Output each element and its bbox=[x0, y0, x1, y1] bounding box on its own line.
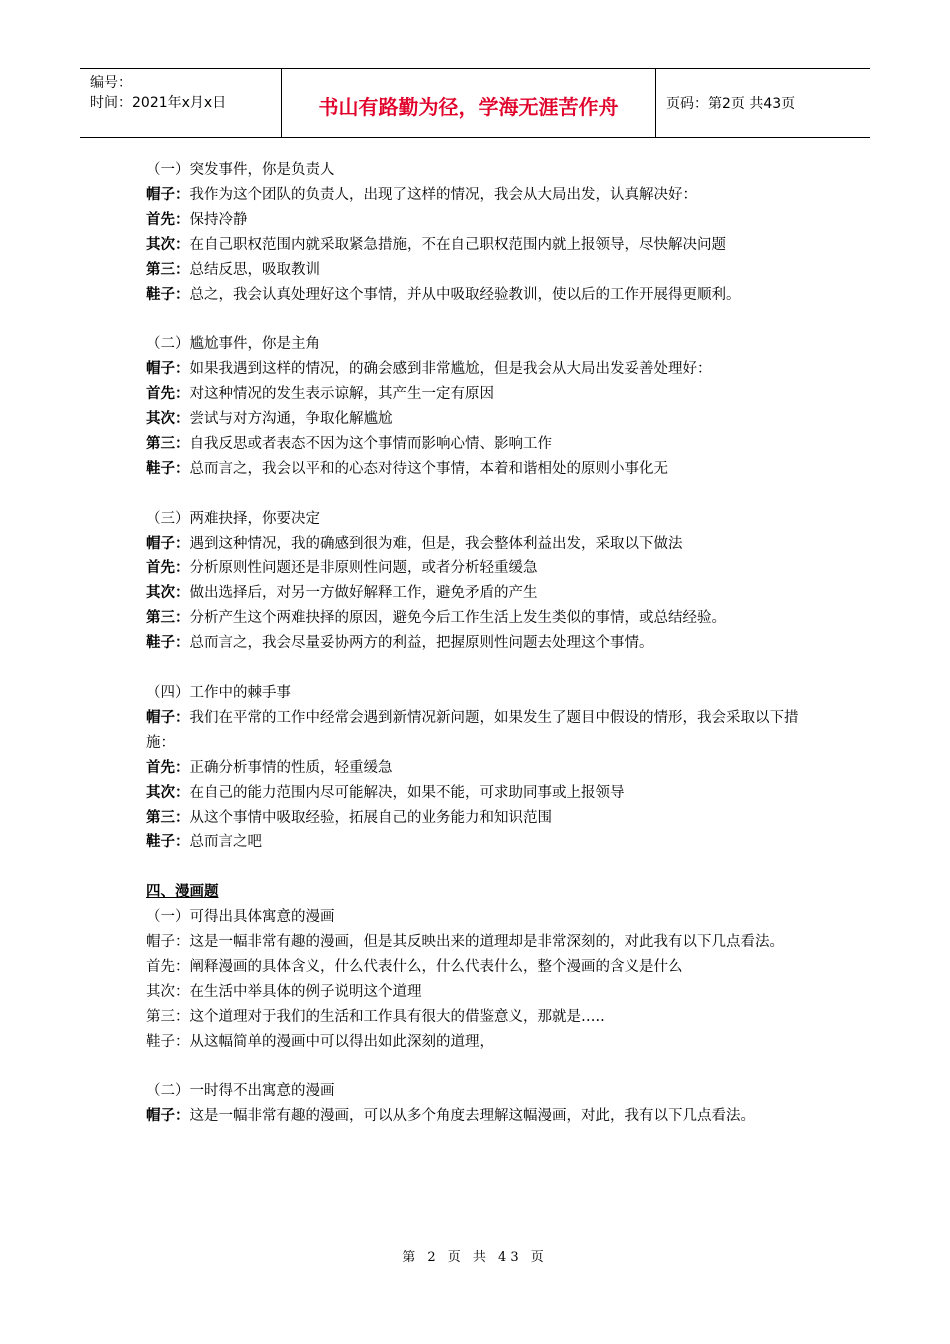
section-comic-2 bbox=[146, 1079, 814, 1129]
paragraph-line bbox=[146, 631, 814, 656]
line-text: 遇到这种情况，我的确感到很为难，但是，我会整体利益出发，采取以下做法 bbox=[189, 535, 683, 552]
paragraph-line bbox=[146, 980, 814, 1005]
time-label: 时间：2021年x月x日 bbox=[90, 95, 227, 111]
line-label: 帽子： bbox=[146, 1107, 190, 1125]
paragraph-line bbox=[146, 432, 814, 457]
section-title: （一）可得出具体寓意的漫画 bbox=[146, 909, 335, 926]
line-label: 首先： bbox=[146, 958, 190, 975]
paragraph-line bbox=[146, 606, 814, 631]
line-text: 分析原则性问题还是非原则性问题，或者分析轻重缓急 bbox=[189, 560, 538, 577]
line-label: 第三： bbox=[146, 609, 190, 627]
paragraph-line bbox=[146, 283, 814, 308]
line-text: 我们在平常的工作中经常会遇到新情况新问题，如果发生了题目中假设的情形，我会采取以下措施： bbox=[146, 709, 799, 751]
paragraph-line bbox=[146, 706, 814, 756]
line-label: 首先： bbox=[146, 559, 190, 577]
line-label: 鞋子： bbox=[146, 634, 190, 652]
line-text: 保持冷静 bbox=[189, 211, 248, 228]
section-title: （三）两难抉择，你要决定 bbox=[146, 510, 320, 527]
paragraph-line bbox=[146, 258, 814, 283]
paragraph-line bbox=[146, 781, 814, 806]
page-header bbox=[80, 68, 870, 138]
line-text: 这是一幅非常有趣的漫画，可以从多个角度去理解这幅漫画，对此，我有以下几点看法。 bbox=[189, 1108, 755, 1125]
header-motto: 书山有路勤为径，学海无涯苦作舟 bbox=[282, 69, 656, 137]
line-label: 其次： bbox=[146, 410, 190, 428]
section-2 bbox=[146, 332, 814, 481]
line-label: 首先： bbox=[146, 758, 190, 776]
line-text: 在自己职权范围内就采取紧急措施，不在自己职权范围内就上报领导，尽快解决问题 bbox=[189, 236, 726, 253]
line-label: 帽子： bbox=[146, 360, 190, 378]
line-text: 自我反思或者表态不因为这个事情而影响心情、影响工作 bbox=[189, 435, 552, 452]
paragraph-line bbox=[146, 581, 814, 606]
line-label: 鞋子： bbox=[146, 459, 190, 477]
page-footer: 第 2 页 共 43 页 bbox=[402, 1250, 548, 1265]
section-title: （一）突发事件，你是负责人 bbox=[146, 162, 335, 178]
line-text: 从这幅简单的漫画中可以得出如此深刻的道理， bbox=[189, 1033, 494, 1050]
line-text: 这是一幅非常有趣的漫画，但是其反映出来的道理却是非常深刻的，对此我有以下几点看法。 bbox=[189, 934, 784, 951]
paragraph-line bbox=[146, 756, 814, 781]
line-text: 总而言之吧 bbox=[189, 834, 262, 851]
paragraph-line bbox=[146, 806, 814, 831]
line-text: 在生活中举具体的例子说明这个道理 bbox=[189, 983, 422, 1000]
line-text: 这个道理对于我们的生活和工作具有很大的借鉴意义，那就是….. bbox=[189, 1008, 605, 1025]
section-1 bbox=[146, 158, 814, 307]
line-label: 帽子： bbox=[146, 708, 190, 726]
paragraph-line bbox=[146, 407, 814, 432]
line-label: 帽子： bbox=[146, 534, 190, 552]
line-text: 对这种情况的发生表示谅解，其产生一定有原因 bbox=[189, 386, 494, 403]
paragraph-line bbox=[146, 532, 814, 557]
header-page-info: 页码：第2页 共43页 bbox=[666, 96, 796, 112]
section-title: （四）工作中的棘手事 bbox=[146, 684, 291, 701]
line-text: 分析产生这个两难抉择的原因，避免今后工作生活上发生类似的事情，或总结经验。 bbox=[189, 610, 726, 627]
line-label: 其次： bbox=[146, 783, 190, 801]
line-text: 总而言之，我会以平和的心态对待这个事情，本着和谐相处的原则小事化无 bbox=[189, 460, 668, 477]
line-text: 如果我遇到这样的情况，的确会感到非常尴尬，但是我会从大局出发妥善处理好： bbox=[189, 361, 712, 378]
paragraph-line bbox=[146, 830, 814, 855]
line-text: 做出选择后，对另一方做好解释工作，避免矛盾的产生 bbox=[189, 585, 538, 602]
line-label: 其次： bbox=[146, 235, 190, 253]
line-label: 鞋子： bbox=[146, 285, 190, 303]
line-label: 首先： bbox=[146, 210, 190, 228]
line-text: 总之，我会认真处理好这个事情，并从中吸取经验教训，使以后的工作开展得更顺利。 bbox=[189, 286, 741, 303]
line-label: 帽子： bbox=[146, 185, 190, 203]
paragraph-line bbox=[146, 955, 814, 980]
line-text: 尝试与对方沟通，争取化解尴尬 bbox=[189, 411, 393, 428]
paragraph-line bbox=[146, 1030, 814, 1055]
paragraph-line bbox=[146, 357, 814, 382]
line-label: 帽子： bbox=[146, 934, 190, 951]
header-meta bbox=[80, 69, 282, 137]
line-text: 总而言之，我会尽量妥协两方的利益，把握原则性问题去处理这个事情。 bbox=[189, 635, 654, 652]
section-title: （二）一时得不出寓意的漫画 bbox=[146, 1083, 335, 1100]
paragraph-line bbox=[146, 1104, 814, 1129]
paragraph-line bbox=[146, 930, 814, 955]
line-text: 总结反思，吸取教训 bbox=[189, 261, 320, 278]
line-label: 第三： bbox=[146, 260, 190, 278]
line-text: 从这个事情中吸取经验，拓展自己的业务能力和知识范围 bbox=[189, 809, 552, 826]
line-text: 阐释漫画的具体含义，什么代表什么，什么代表什么，整个漫画的含义是什么 bbox=[189, 958, 683, 975]
line-label: 第三： bbox=[146, 1008, 190, 1025]
section-comic-1 bbox=[146, 880, 814, 1054]
line-text: 正确分析事情的性质，轻重缓急 bbox=[189, 759, 393, 776]
line-label: 鞋子： bbox=[146, 833, 190, 851]
paragraph-line bbox=[146, 556, 814, 581]
section-3 bbox=[146, 507, 814, 656]
paragraph-line bbox=[146, 457, 814, 482]
number-label: 编号： bbox=[90, 75, 132, 91]
paragraph-line bbox=[146, 1005, 814, 1030]
line-label: 鞋子： bbox=[146, 1033, 190, 1050]
line-text: 我作为这个团队的负责人，出现了这样的情况，我会从大局出发，认真解决好： bbox=[189, 186, 697, 203]
section-4 bbox=[146, 681, 814, 855]
paragraph-line bbox=[146, 233, 814, 258]
paragraph-line bbox=[146, 382, 814, 407]
document-body bbox=[146, 158, 814, 1129]
line-label: 第三： bbox=[146, 434, 190, 452]
section-title: （二）尴尬事件，你是主角 bbox=[146, 336, 320, 353]
line-label: 第三： bbox=[146, 808, 190, 826]
chapter-heading: 四、漫画题 bbox=[146, 883, 219, 901]
line-label: 其次： bbox=[146, 983, 190, 1000]
line-text: 在自己的能力范围内尽可能解决，如果不能，可求助同事或上报领导 bbox=[189, 784, 625, 801]
paragraph-line bbox=[146, 183, 814, 208]
line-label: 其次： bbox=[146, 584, 190, 602]
paragraph-line bbox=[146, 208, 814, 233]
line-label: 首先： bbox=[146, 385, 190, 403]
